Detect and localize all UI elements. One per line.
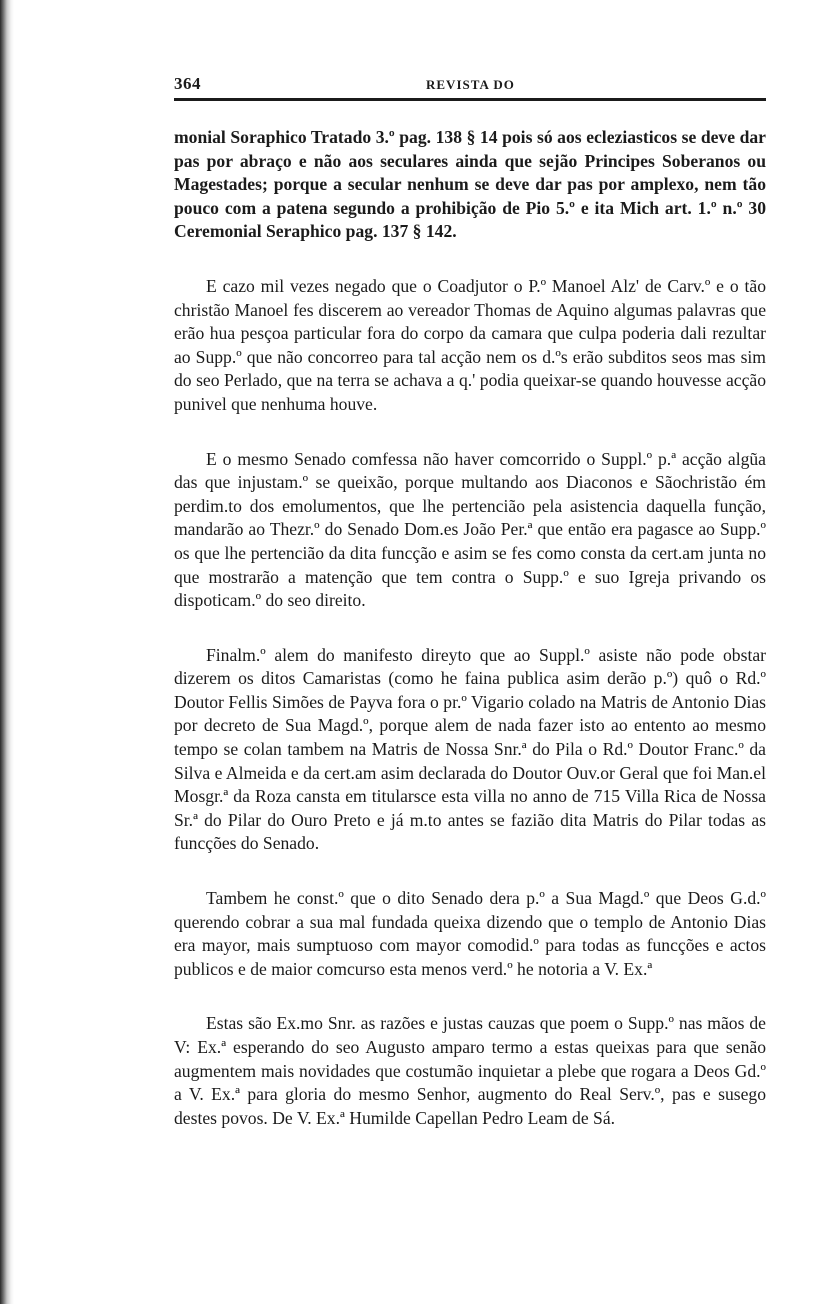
paragraph-tambem: Tambem he const.º que o dito Senado dera p.º a Sua Magd.º que Deos G.d.º querendo cobrar a sua mal fundada queixa dizendo que o templo de Antonio Dias era mayor, mais sumptuoso com mayor comodid.º para todas as funcções e actos publicos e de maior comcurso esta menos verd.º he notoria a V. Ex.ª [174,888,766,979]
paragraph-coadjutor: E cazo mil vezes negado que o Coadjutor o P.º Manoel Alz' de Carv.º e o tão christão Manoel fes discerem ao vereador Thomas de Aquino algumas palavras que erão hua pesçoa particular fora do corpo da camara que culpa poderia dali rezultar ao Supp.º que não concorreo para tal acção nem os d.ºs erão subditos seos mas sim do seo Perlado, que na terra se achava a q.' podia queixar-se quando houvesse acção punivel que nenhuma houve. [174,275,766,414]
page-body [174,126,766,1130]
paragraph-senado: E o mesmo Senado comfessa não haver comcorrido o Suppl.º p.ª acção algũa das que injustam.º se queixão, porque multando aos Diaconos e Sãochristão ém perdim.to dos emolumentos, que lhe pertencião pela asistencia daquella função, mandarão ao Thezr.º do Senado Dom.es João Per.ª que então era pagasce ao Supp.º os que lhe pertencião da dita funcção e asim se fes como consta da cert.am junta no que mostrarão a matenção que tem contra o Supp.º e suo Igreja privando os dispoticam.º do seo direito. [174,448,766,611]
header-rule [174,98,766,101]
paragraph-finalmente: Finalm.º alem do manifesto direyto que ao Suppl.º asiste não pode obstar dizerem os ditos Camaristas (como he faina publica asim derão p.º) quô o Rd.º Doutor Fellis Simões de Payva fora o pr.º Vigario colado na Matris de Antonio Dias por decreto de Sua Magd.º, porque alem de nada fazer isto ao entento ao mesmo tempo se colan tambem na Matris de Nossa Snr.ª do Pila o Rd.º Doutor Franc.º da Silva e Almeida e da cert.am asim declarada do Doutor Ouv.or Geral que foi Man.el Mosgr.ª da Roza cansta em titularsce esta villa no anno de 715 Villa Rica de Nossa Sr.ª do Pilar do Ouro Preto e já m.to antes se fazião dita Matris do Pilar todas as funcções do Senado. [174,644,766,854]
page-number: 364 [174,74,201,93]
page-gutter-shadow [0,0,14,1304]
page-header [174,68,766,96]
paragraph-closing: Estas são Ex.mo Snr. as razões e justas cauzas que poem o Supp.º nas mãos de V: Ex.ª esperando do seo Augusto amparo termo a estas queixas para que senão augmentem mais novidades que costumão inquietar a plebe que rogara a Deos Gd.º a V. Ex.ª para gloria do mesmo Senhor, augmento do Real Serv.º, pas e susego destes povos. De V. Ex.ª Humilde Capellan Pedro Leam de Sá. [174,1013,766,1128]
paragraph-continuation: monial Soraphico Tratado 3.º pag. 138 § 14 pois só aos ecleziasticos se deve dar pas por abraço e não aos seculares ainda que sejão Principes Soberanos ou Magestades; porque a secular nenhum se deve dar pas por amplexo, nem tão pouco com a patena segundo a prohibição de Pio 5.º e ita Mich art. 1.º n.º 30 Ceremonial Seraphico pag. 137 § 142. [174,127,766,242]
running-title: REVISTA DO [426,77,515,92]
journal-page [174,68,766,1128]
